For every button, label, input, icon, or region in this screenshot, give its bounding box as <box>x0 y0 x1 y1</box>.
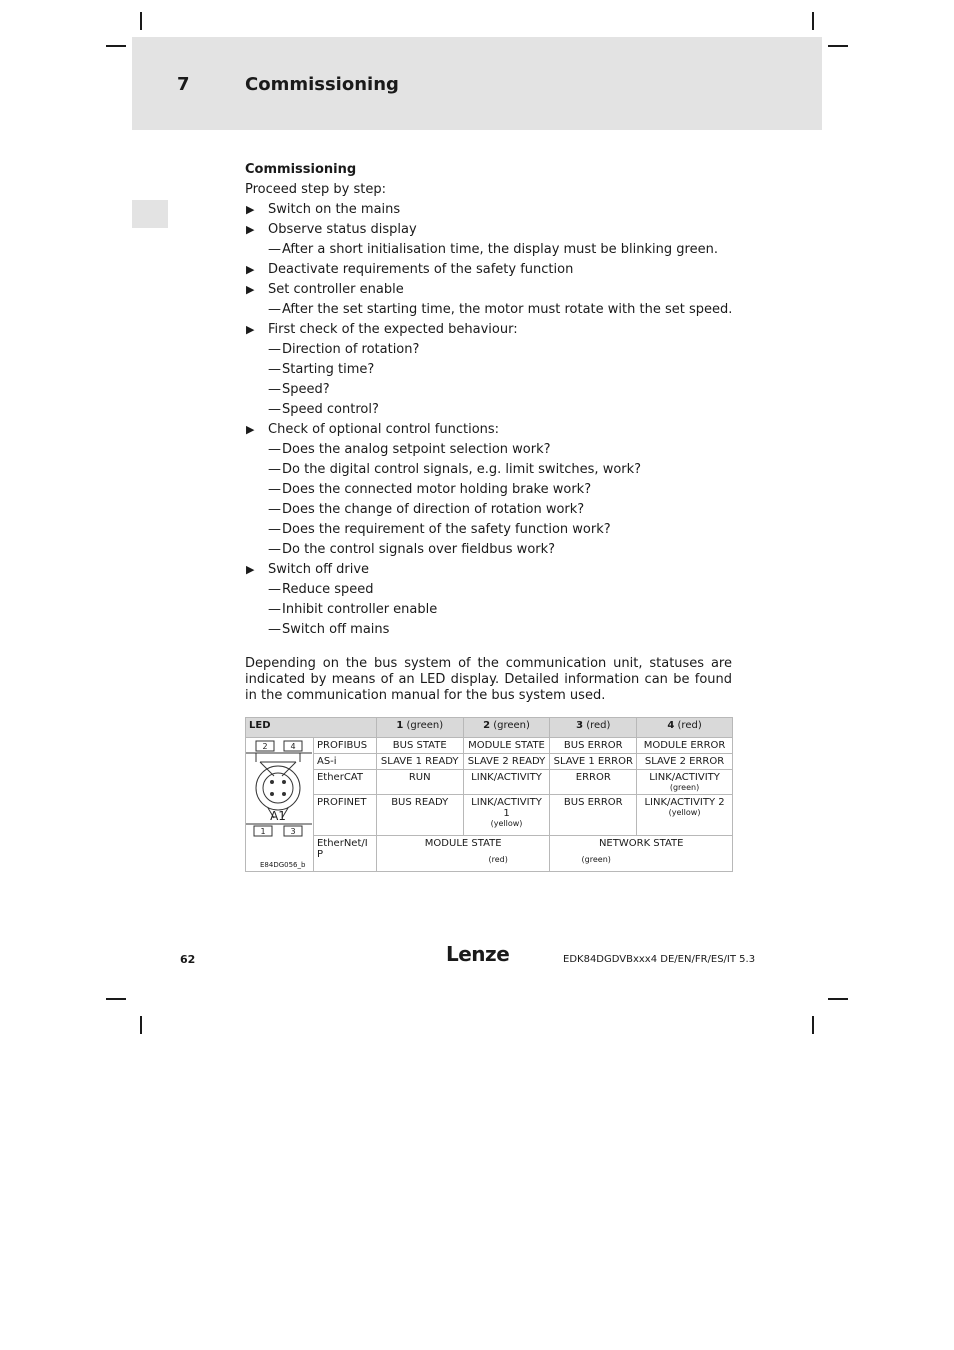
triangle-bullet-icon: ▶ <box>246 263 255 276</box>
sub-text: Does the requirement of the safety function work? <box>282 522 611 537</box>
sub-item <box>268 500 733 520</box>
triangle-bullet-icon: ▶ <box>246 563 255 576</box>
step-item <box>245 200 733 220</box>
crop-mark <box>140 12 142 30</box>
sub-item <box>268 600 733 620</box>
commissioning-section <box>245 160 733 640</box>
table-row <box>246 738 733 754</box>
dash-bullet-icon: — <box>268 302 281 317</box>
bus-intro-paragraph: Depending on the bus system of the communication unit, statuses are indicated by means of an LED display. Detailed information can be found in the communication manual for the bus system used. <box>245 656 732 703</box>
step-text: Switch on the mains <box>268 202 401 217</box>
sub-text: Does the analog setpoint selection work? <box>282 442 551 457</box>
header-led-2: 2 (green) <box>463 718 550 738</box>
dash-bullet-icon: — <box>268 542 281 557</box>
dash-bullet-icon: — <box>268 482 281 497</box>
sub-item <box>268 580 733 600</box>
cell: MODULE STATE <box>463 738 550 754</box>
sub-text: Reduce speed <box>282 582 374 597</box>
dash-bullet-icon: — <box>268 362 281 377</box>
step-text: Check of optional control functions: <box>268 422 500 437</box>
led-label-2: 2 <box>262 742 268 751</box>
sub-item <box>268 300 733 320</box>
cell: BUS READY <box>376 795 463 836</box>
sub-item <box>268 380 733 400</box>
bus-name: EtherNet/IP <box>313 836 376 872</box>
crop-mark <box>812 1016 814 1034</box>
cell: LINK/ACTIVITY <box>463 770 550 795</box>
step-text: Switch off drive <box>268 562 370 577</box>
step-text: Observe status display <box>268 222 417 237</box>
led-label-a1: A1 <box>270 809 286 823</box>
step-item <box>245 220 733 260</box>
step-item <box>245 260 733 280</box>
cell: SLAVE 1 ERROR <box>550 754 637 770</box>
step-item <box>245 560 733 640</box>
step-list <box>245 200 733 640</box>
led-label-1: 1 <box>260 827 266 836</box>
image-caption: E84DG056_b <box>260 861 306 869</box>
crop-mark <box>828 998 848 1000</box>
table-row <box>246 836 733 872</box>
sub-item <box>268 520 733 540</box>
table-row <box>246 770 733 795</box>
cell: BUS ERROR <box>550 795 637 836</box>
cell: LINK/ACTIVITY 1 (yellow) <box>463 795 550 836</box>
dash-bullet-icon: — <box>268 242 281 257</box>
table-row <box>246 795 733 836</box>
document-id: EDK84DGDVBxxx4 DE/EN/FR/ES/IT 5.3 <box>563 954 756 965</box>
cell: LINK/ACTIVITY 2 (yellow) <box>637 795 733 836</box>
cell: BUS STATE <box>376 738 463 754</box>
cell: MODULE ERROR <box>637 738 733 754</box>
sub-list <box>268 440 733 560</box>
dash-bullet-icon: — <box>268 502 281 517</box>
triangle-bullet-icon: ▶ <box>246 283 255 296</box>
cell: RUN <box>376 770 463 795</box>
dash-bullet-icon: — <box>268 622 281 637</box>
step-text: First check of the expected behaviour: <box>268 322 518 337</box>
triangle-bullet-icon: ▶ <box>246 423 255 436</box>
sub-text: After the set starting time, the motor must rotate with the set speed. <box>282 302 733 317</box>
sub-list <box>268 340 733 420</box>
triangle-bullet-icon: ▶ <box>246 223 255 236</box>
bus-name: PROFIBUS <box>313 738 376 754</box>
sub-text: Do the control signals over fieldbus work? <box>282 542 556 557</box>
led-label-4: 4 <box>290 742 296 751</box>
sub-text: Inhibit controller enable <box>282 602 438 617</box>
chapter-title: Commissioning <box>245 74 399 95</box>
step-item <box>245 420 733 560</box>
sub-list <box>268 240 733 260</box>
chapter-header-band <box>132 37 822 130</box>
dash-bullet-icon: — <box>268 382 281 397</box>
cell: ERROR <box>550 770 637 795</box>
led-status-table <box>245 717 733 872</box>
sub-text: Starting time? <box>282 362 375 377</box>
led-connector-diagram <box>246 738 312 868</box>
led-label-3: 3 <box>290 827 296 836</box>
sub-item <box>268 360 733 380</box>
section-title: Commissioning <box>245 162 357 177</box>
header-led: LED <box>246 718 377 738</box>
cell: SLAVE 2 ERROR <box>637 754 733 770</box>
step-item <box>245 320 733 420</box>
step-item <box>245 280 733 320</box>
crop-mark <box>812 12 814 30</box>
sub-item <box>268 460 733 480</box>
led-diagram-cell <box>246 738 314 872</box>
table-row <box>246 754 733 770</box>
bus-name: AS-i <box>313 754 376 770</box>
crop-mark <box>140 1016 142 1034</box>
triangle-bullet-icon: ▶ <box>246 203 255 216</box>
header-led-4: 4 (red) <box>637 718 733 738</box>
cell: SLAVE 2 READY <box>463 754 550 770</box>
sub-item <box>268 440 733 460</box>
dash-bullet-icon: — <box>268 602 281 617</box>
sub-item <box>268 400 733 420</box>
cell: NETWORK STATE (green) <box>550 836 733 872</box>
sub-item <box>268 620 733 640</box>
cell: SLAVE 1 READY <box>376 754 463 770</box>
header-led-3: 3 (red) <box>550 718 637 738</box>
crop-mark <box>828 45 848 47</box>
header-led-1: 1 (green) <box>376 718 463 738</box>
sub-text: Does the change of direction of rotation work? <box>282 502 585 517</box>
dash-bullet-icon: — <box>268 442 281 457</box>
crop-mark <box>106 998 126 1000</box>
sub-item <box>268 340 733 360</box>
sub-item <box>268 240 733 260</box>
dash-bullet-icon: — <box>268 522 281 537</box>
dash-bullet-icon: — <box>268 462 281 477</box>
sub-text: Direction of rotation? <box>282 342 420 357</box>
chapter-number: 7 <box>177 74 190 95</box>
dash-bullet-icon: — <box>268 342 281 357</box>
cell: LINK/ACTIVITY (green) <box>637 770 733 795</box>
side-tab-marker <box>132 200 168 228</box>
sub-list <box>268 580 733 640</box>
sub-text: Do the digital control signals, e.g. limit switches, work? <box>282 462 642 477</box>
cell: BUS ERROR <box>550 738 637 754</box>
step-text: Set controller enable <box>268 282 404 297</box>
bus-name: EtherCAT <box>313 770 376 795</box>
triangle-bullet-icon: ▶ <box>246 323 255 336</box>
cell: MODULE STATE (red) <box>376 836 550 872</box>
sub-text: After a short initialisation time, the display must be blinking green. <box>282 242 718 257</box>
section-intro: Proceed step by step: <box>245 182 386 197</box>
page-number: 62 <box>180 953 196 966</box>
sub-text: Switch off mains <box>282 622 390 637</box>
sub-item <box>268 540 733 560</box>
step-text: Deactivate requirements of the safety function <box>268 262 574 277</box>
table-header-row <box>246 718 733 738</box>
dash-bullet-icon: — <box>268 402 281 417</box>
dash-bullet-icon: — <box>268 582 281 597</box>
sub-list <box>268 300 733 320</box>
sub-text: Does the connected motor holding brake work? <box>282 482 592 497</box>
lenze-logo: Lenze <box>446 942 510 966</box>
sub-item <box>268 480 733 500</box>
bus-name: PROFINET <box>313 795 376 836</box>
crop-mark <box>106 45 126 47</box>
sub-text: Speed control? <box>282 402 379 417</box>
sub-text: Speed? <box>282 382 330 397</box>
